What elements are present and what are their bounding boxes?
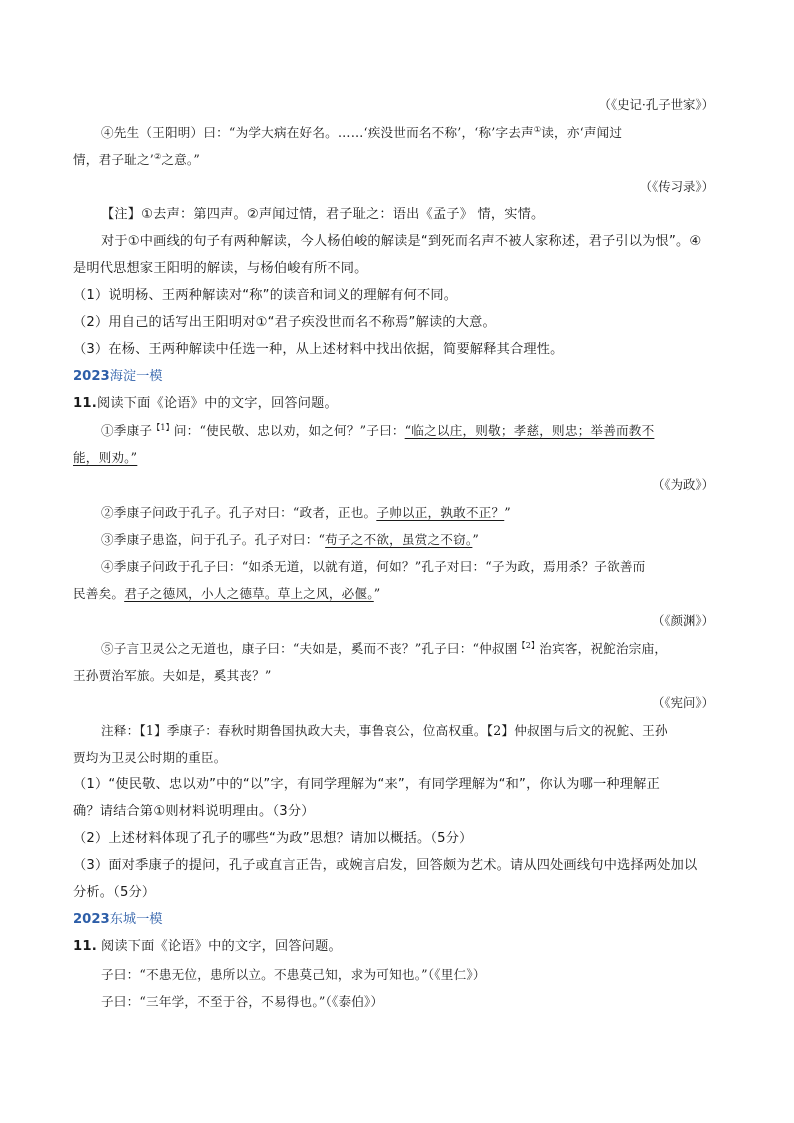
section-heading-dongcheng: 2023东城一模 [73, 912, 163, 927]
question-1-line-1: （1）“使民敬、忠以劝”中的“以”字，有同学理解为“来”，有同学理解为“和”，你认为哪一种理解正 [73, 777, 660, 792]
question-3-line-2: 分析。（5分） [73, 885, 156, 900]
underlined-sentence-4: 君子之德风，小人之德草。草上之风，必偃。 [124, 586, 374, 601]
analects-3: ③季康子患盗，问于孔子。孔子对曰：“苟子之不欲，虽赏之不窃。” [101, 532, 480, 547]
question-1: （1）说明杨、王两种解读对“称”的读音和词义的理解有何不同。 [73, 288, 458, 303]
underlined-sentence-2: 子帅以正，孰敢不正？ [376, 505, 505, 520]
analects-2: ②季康子问政于孔子。孔子对曰：“政者，正也。子帅以正，孰敢不正？” [101, 505, 511, 520]
question-1-line-2: 确？请结合第①则材料说明理由。（3分） [73, 804, 315, 819]
analects-4-line-2: 民善矣。君子之德风，小人之德草。草上之风，必偃。” [73, 586, 381, 601]
source-chuanxilu: （《传习录》） [639, 179, 714, 194]
question-3: （3）在杨、王两种解读中任选一种，从上述材料中找出依据，简要解释其合理性。 [73, 342, 564, 357]
footnote-marker-1: ① [533, 125, 542, 134]
analects-1-line-2: 能，则劝。” [73, 450, 138, 465]
analects-1-line-1: ①季康子$^{【1】}$问：“使民敬、忠以劝，如之何？”子曰：“临之以庄，则敬；孝慈，则忠；举善而教不 [101, 423, 655, 438]
material-4-line-1: ④先生（王阳明）曰：“为学大病在好名。……‘疾没世而名不称’，‘称’字去声①读，亦‘声闻过 [101, 125, 623, 140]
analects-5-line-2: 王孙贾治军旅。夫如是，奚其丧？” [73, 668, 272, 683]
analects-4-line-1: ④季康子问政于孔子曰：“如杀无道，以就有道，何如？”孔子对曰：“子为政，焉用杀？子欲善而 [101, 559, 646, 574]
underlined-sentence-3: 苟子之不欲，虽赏之不窃。 [325, 532, 473, 547]
source-yanyuan: （《颜渊》） [652, 613, 714, 628]
source-weizheng: （《为政》） [652, 477, 714, 492]
section-heading-haidian: 2023海淀一模 [73, 369, 163, 384]
question-stem: 11. 阅读下面《论语》中的文字，回答问题。 [73, 939, 342, 954]
footnote-marker-2: ② [153, 152, 162, 161]
intro-line-2: 是明代思想家王阳明的解读，与杨伯峻有所不同。 [73, 261, 368, 276]
analects-taibo: 子曰：“三年学，不至于谷，不易得也。”（《泰伯》） [101, 994, 384, 1009]
analects-liren: 子曰：“不患无位，患所以立。不患莫己知，求为可知也。”（《里仁》） [101, 967, 486, 982]
question-3-line-1: （3）面对季康子的提问，孔子或直言正告，或婉言启发，回答颇为艺术。请从四处画线句中选择两处加以 [73, 858, 698, 873]
question-2: （2）上述材料体现了孔子的哪些“为政”思想？请加以概括。（5分） [73, 831, 473, 846]
annotation-line-2: 贾均为卫灵公时期的重臣。 [73, 750, 227, 765]
analects-5-line-1: ⑤子言卫灵公之无道也，康子曰：“夫如是，奚而不丧？”孔子曰：“仲叔圉$^{【2】}$治宾客，祝鮀治宗庙， [101, 641, 668, 656]
source-shiji: （《史记·孔子世家》） [598, 97, 714, 112]
question-2: （2）用自己的话写出王阳明对①“君子疾没世而名不称焉”解读的大意。 [73, 315, 496, 330]
source-xianwen: （《宪问》） [652, 695, 714, 710]
annotation-line-1: 注释：【1】季康子：春秋时期鲁国执政大夫，事鲁哀公，位高权重。【2】仲叔圉与后文的祝鮀、王孙 [101, 723, 668, 738]
intro-line-1: 对于①中画线的句子有两种解读，今人杨伯峻的解读是“到死而名声不被人家称述，君子引以为恨”。④ [101, 234, 702, 249]
annotation-note: 【注】①去声：第四声。②声闻过情，君子耻之：语出《孟子》 情，实情。 [101, 207, 545, 222]
question-stem: 11.阅读下面《论语》中的文字，回答问题。 [73, 396, 338, 411]
underlined-sentence-1: “临之以庄，则敬；孝慈，则忠；举善而教不 [404, 423, 655, 438]
material-4-line-2: 情，君子耻之’②之意。” [73, 152, 201, 167]
